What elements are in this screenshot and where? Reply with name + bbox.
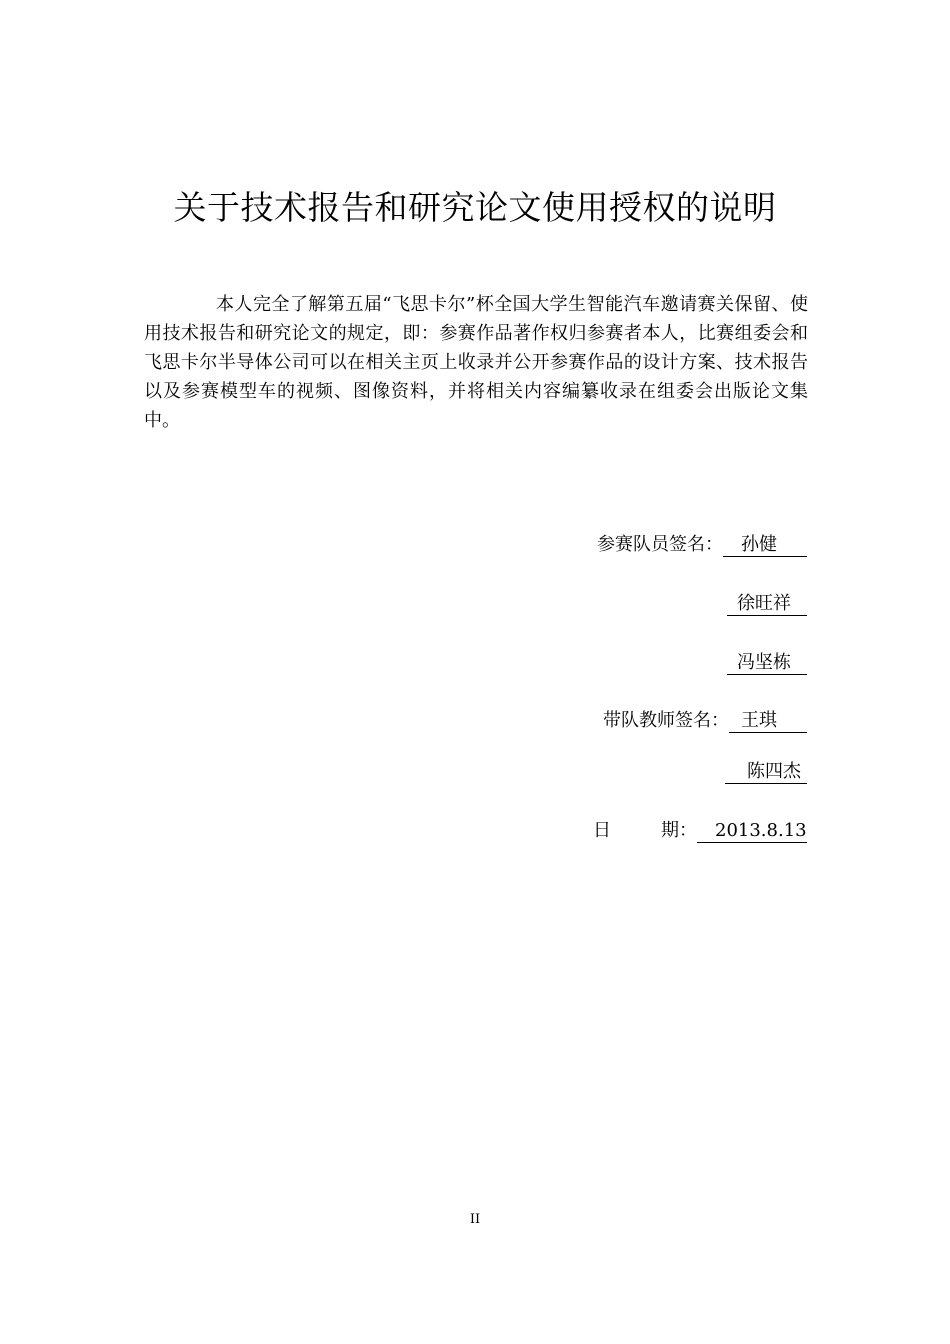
- team-member-name: 冯坚栋: [737, 652, 791, 673]
- team-member-row: [727, 648, 807, 678]
- page-number: II: [469, 1212, 481, 1227]
- date-signature-line: [697, 820, 807, 843]
- team-signature-label: 参赛队员签名：: [597, 534, 723, 555]
- team-member-row: [727, 589, 807, 619]
- teacher-name: 王琪: [741, 710, 777, 731]
- team-member-name: 孙健: [741, 534, 777, 555]
- team-member-signature-line: [727, 652, 807, 675]
- date-row: [593, 816, 807, 846]
- date-label-second: 期：: [661, 820, 697, 841]
- date-label-first: 日: [593, 820, 611, 841]
- document-title: 关于技术报告和研究论文使用授权的说明: [173, 188, 777, 227]
- teacher-row: [725, 757, 807, 787]
- team-signature-row: [597, 530, 807, 560]
- teacher-signature-line: [725, 761, 807, 784]
- authorization-paragraph: 本人完全了解第五届“飞思卡尔”杯全国大学生智能汽车邀请赛关保留、使用技术报告和研究论文的规定，即：参赛作品著作权归参赛者本人，比赛组委会和飞思卡尔半导体公司可以在相关主页上收录并公开参赛作品的设计方案、技术报告以及参赛模型车的视频、图像资料，并将相关内容编纂收录在组委会出版论文集中。: [144, 294, 808, 431]
- date-value: 2013.8.13: [715, 820, 807, 841]
- teacher-name: 陈四杰: [747, 761, 801, 782]
- teacher-signature-label: 带队教师签名：: [603, 710, 729, 731]
- teacher-signature-row: [603, 706, 807, 736]
- team-member-name: 徐旺祥: [737, 593, 791, 614]
- team-member-signature-line: [723, 534, 807, 557]
- team-member-signature-line: [727, 593, 807, 616]
- teacher-signature-line: [729, 710, 807, 733]
